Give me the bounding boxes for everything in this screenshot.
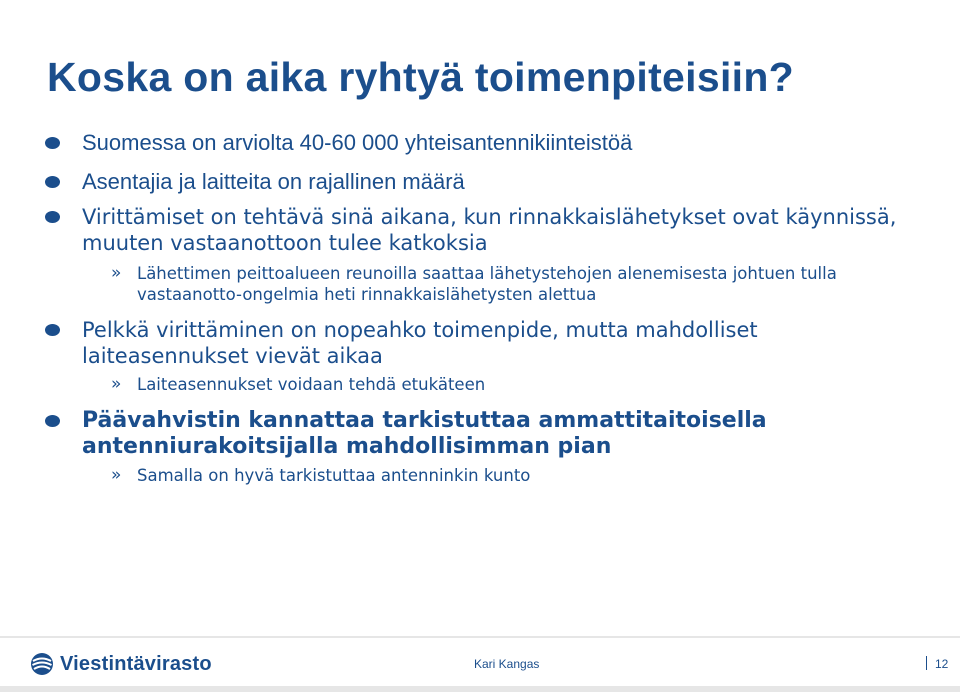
bullet-dot-icon <box>45 137 60 149</box>
bullet-dot-icon <box>45 324 60 336</box>
bullet-5 <box>82 408 882 460</box>
bullet-2-text: Asentajia ja laitteita on rajallinen määrä <box>82 169 465 194</box>
slide-title: Koska on aika ryhtyä toimenpiteisiin? <box>47 54 795 100</box>
bullet-3 <box>82 204 902 256</box>
bullet-dot-icon <box>45 211 60 223</box>
footer-separator <box>926 656 927 670</box>
subbullet-1-text: Lähettimen peittoalueen reunoilla saattaa lähetystehojen alenemisesta johtuen tulla vastaanotto-ongelmia heti rinnakkaislähetysten alettua <box>137 264 837 304</box>
arrow-bullet-icon: » <box>111 465 122 485</box>
footer-divider <box>0 636 960 638</box>
bullet-5-text: Päävahvistin kannattaa tarkistuttaa ammattitaitoisella antenniurakoitsijalla mahdollisimman pian <box>82 408 767 459</box>
subbullet-3-text: Samalla on hyvä tarkistuttaa antenninkin kunto <box>137 466 531 485</box>
subbullet-2 <box>111 374 927 395</box>
bullet-dot-icon <box>45 176 60 188</box>
bullet-2 <box>82 169 922 195</box>
author-name: Kari Kangas <box>474 657 540 671</box>
subbullet-1 <box>111 263 927 305</box>
bullet-4-text: Pelkkä virittäminen on nopeahko toimenpide, mutta mahdolliset laiteasennukset vievät aikaa <box>82 318 758 368</box>
arrow-bullet-icon: » <box>111 263 122 283</box>
bullet-1 <box>82 130 922 156</box>
arrow-bullet-icon: » <box>111 374 122 394</box>
bullet-1-text: Suomessa on arviolta 40-60 000 yhteisantennikiinteistöä <box>82 130 633 155</box>
logo-text: Viestintävirasto <box>60 652 212 675</box>
bullet-4 <box>82 317 922 369</box>
footer-bottom-bar <box>0 686 960 692</box>
subbullet-2-text: Laiteasennukset voidaan tehdä etukäteen <box>137 375 486 394</box>
subbullet-3 <box>111 465 927 486</box>
bullet-3-text: Virittämiset on tehtävä sinä aikana, kun rinnakkaislähetykset ovat käynnissä, muuten vastaanottoon tulee katkoksia <box>82 205 897 255</box>
footer-logo <box>30 651 212 677</box>
globe-logo-icon <box>30 652 54 676</box>
bullet-dot-icon <box>45 415 60 427</box>
page-number: 12 <box>935 657 949 671</box>
